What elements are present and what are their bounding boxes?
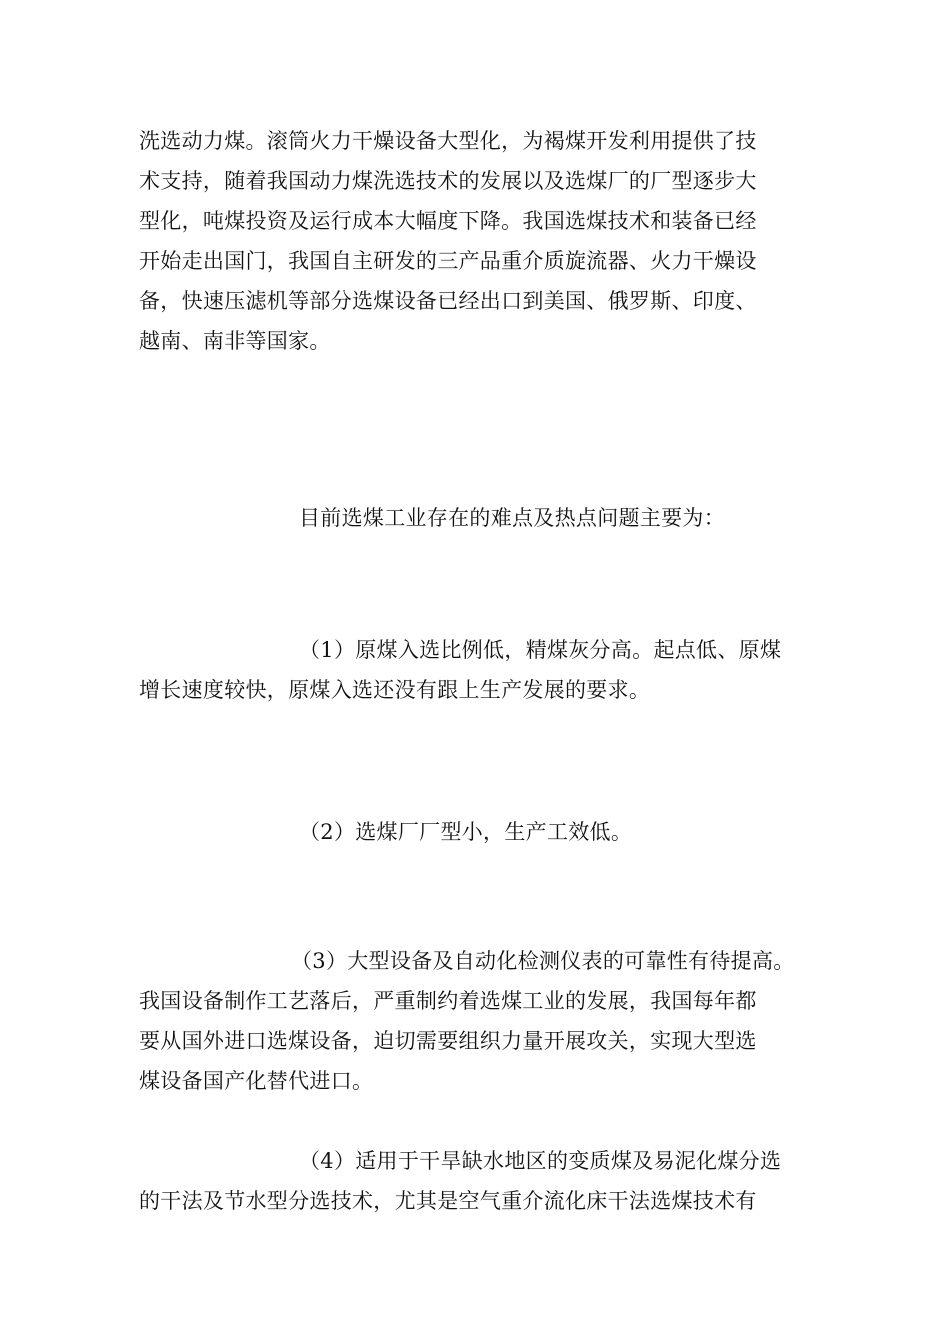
list-item-line: 要从国外进口选煤设备，迫切需要组织力量开展攻关，实现大型选 (139, 1029, 757, 1053)
paragraph-line: 型化，吨煤投资及运行成本大幅度下降。我国选煤技术和装备已经 (139, 209, 757, 233)
paragraph-line: 开始走出国门，我国自主研发的三产品重介质旋流器、火力干燥设 (139, 249, 757, 273)
list-item-line: （4）适用于干旱缺水地区的变质煤及易泥化煤分选 (299, 1149, 782, 1173)
list-item-line: （3）大型设备及自动化检测仪表的可靠性有待提高。 (291, 949, 795, 973)
list-item-3 (139, 941, 811, 1101)
paragraph-line: 术支持，随着我国动力煤洗选技术的发展以及选煤厂的厂型逐步大 (139, 169, 757, 193)
paragraph-line: 越南、南非等国家。 (139, 329, 331, 353)
list-item-2 (139, 812, 811, 852)
paragraph-line: 备，快速压滤机等部分选煤设备已经出口到美国、俄罗斯、印度、 (139, 289, 757, 313)
section-heading (139, 498, 811, 538)
list-item-line: （1）原煤入选比例低，精煤灰分高。起点低、原煤 (299, 638, 782, 662)
paragraph-line: 洗选动力煤。滚筒火力干燥设备大型化，为褐煤开发利用提供了技 (139, 129, 757, 153)
list-item-4 (139, 1141, 811, 1221)
list-item-line: 增长速度较快，原煤入选还没有跟上生产发展的要求。 (139, 678, 651, 702)
heading-text: 目前选煤工业存在的难点及热点问题主要为： (299, 506, 725, 530)
list-item-line: 我国设备制作工艺落后，严重制约着选煤工业的发展，我国每年都 (139, 989, 757, 1013)
paragraph-coal-washing-overview (139, 121, 811, 361)
list-item-1 (139, 630, 811, 710)
list-item-line: （2）选煤厂厂型小，生产工效低。 (299, 820, 633, 844)
list-item-line: 煤设备国产化替代进口。 (139, 1069, 374, 1093)
list-item-line: 的干法及节水型分选技术，尤其是空气重介流化床干法选煤技术有 (139, 1189, 757, 1213)
